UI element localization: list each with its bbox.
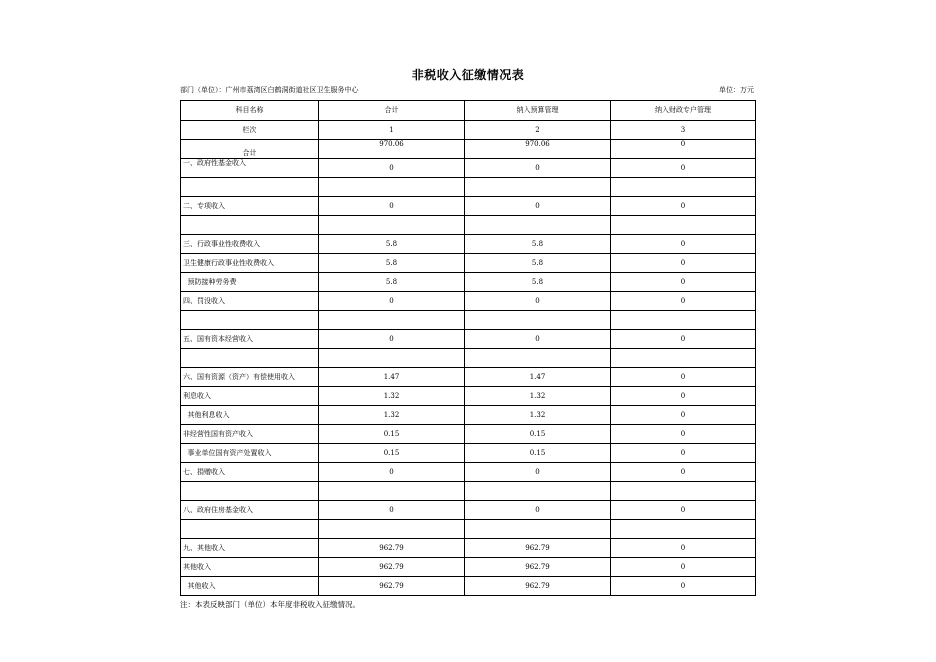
footnote: 注：本表反映部门（单位）本年度非税收入征缴情况。 — [180, 600, 360, 609]
cell-budget — [465, 520, 611, 539]
cell-total: 0 — [319, 292, 465, 311]
cell-special-account: 0 — [611, 577, 756, 596]
cell-total: 0.15 — [319, 444, 465, 463]
table-row — [181, 197, 756, 216]
table-row — [181, 387, 756, 406]
cell-total — [319, 216, 465, 235]
cell-subject-name: 六、国有资源（资产）有偿使用收入 — [181, 368, 319, 387]
cell-subject-name: 一、政府性基金收入 — [181, 159, 319, 178]
cell-total: 970.06 — [319, 140, 465, 159]
cell-special-account: 0 — [611, 254, 756, 273]
cell-special-account: 0 — [611, 273, 756, 292]
department-label: 部门（单位）：广州市荔湾区白鹤洞街道社区卫生服务中心 — [180, 86, 359, 94]
column-header-subject: 科目名称 — [181, 101, 319, 121]
cell-subject-name: 其他收入 — [181, 558, 319, 577]
cell-budget: 0 — [465, 330, 611, 349]
table-row — [181, 577, 756, 596]
cell-special-account: 0 — [611, 501, 756, 520]
cell-budget: 1.32 — [465, 387, 611, 406]
cell-subject-name: 其他收入 — [181, 577, 319, 596]
cell-subject-name: 事业单位国有资产处置收入 — [181, 444, 319, 463]
cell-subject-name: 卫生健康行政事业性收费收入 — [181, 254, 319, 273]
cell-subject-name: 四、罚没收入 — [181, 292, 319, 311]
cell-budget: 1.47 — [465, 368, 611, 387]
cell-budget: 970.06 — [465, 140, 611, 159]
cell-special-account: 0 — [611, 425, 756, 444]
cell-total: 1.32 — [319, 406, 465, 425]
table-row — [181, 368, 756, 387]
column-header-budget: 纳入预算管理 — [465, 101, 611, 121]
cell-budget: 0 — [465, 501, 611, 520]
table-row — [181, 425, 756, 444]
cell-subject-name: 栏次 — [181, 121, 319, 140]
cell-special-account: 0 — [611, 444, 756, 463]
cell-special-account — [611, 482, 756, 501]
cell-subject-name — [181, 520, 319, 539]
cell-special-account: 3 — [611, 121, 756, 140]
cell-budget: 0.15 — [465, 444, 611, 463]
cell-subject-name — [181, 482, 319, 501]
table-row — [181, 254, 756, 273]
cell-special-account: 0 — [611, 140, 756, 159]
cell-budget: 0.15 — [465, 425, 611, 444]
cell-special-account: 0 — [611, 368, 756, 387]
cell-total: 962.79 — [319, 539, 465, 558]
cell-subject-name — [181, 216, 319, 235]
table-row — [181, 311, 756, 330]
cell-total: 0 — [319, 330, 465, 349]
cell-total: 962.79 — [319, 558, 465, 577]
cell-special-account — [611, 178, 756, 197]
table-row — [181, 482, 756, 501]
cell-budget: 962.79 — [465, 558, 611, 577]
cell-total: 5.8 — [319, 273, 465, 292]
cell-special-account: 0 — [611, 539, 756, 558]
table-header-row — [181, 101, 756, 121]
table-row — [181, 463, 756, 482]
cell-budget: 5.8 — [465, 254, 611, 273]
cell-subject-name — [181, 311, 319, 330]
cell-subject-name: 八、政府住房基金收入 — [181, 501, 319, 520]
table-row — [181, 501, 756, 520]
cell-subject-name — [181, 178, 319, 197]
table-row — [181, 178, 756, 197]
table-row — [181, 520, 756, 539]
cell-special-account: 0 — [611, 406, 756, 425]
cell-subject-name: 非经营性国有资产收入 — [181, 425, 319, 444]
cell-special-account — [611, 349, 756, 368]
cell-total: 0 — [319, 463, 465, 482]
cell-special-account — [611, 311, 756, 330]
cell-subject-name: 预防接种劳务费 — [181, 273, 319, 292]
cell-total: 1.32 — [319, 387, 465, 406]
cell-special-account: 0 — [611, 558, 756, 577]
cell-budget: 5.8 — [465, 273, 611, 292]
cell-special-account: 0 — [611, 463, 756, 482]
cell-total: 962.79 — [319, 577, 465, 596]
cell-special-account: 0 — [611, 292, 756, 311]
cell-total: 1.47 — [319, 368, 465, 387]
cell-budget — [465, 311, 611, 330]
column-header-special-account: 纳入财政专户管理 — [611, 101, 756, 121]
cell-subject-name: 三、行政事业性收费收入 — [181, 235, 319, 254]
cell-special-account — [611, 216, 756, 235]
table-row — [181, 121, 756, 140]
cell-special-account: 0 — [611, 159, 756, 178]
cell-budget — [465, 482, 611, 501]
cell-subject-name: 二、专项收入 — [181, 197, 319, 216]
cell-total: 0 — [319, 159, 465, 178]
cell-subject-name: 利息收入 — [181, 387, 319, 406]
cell-subject-name: 五、国有资本经营收入 — [181, 330, 319, 349]
table-row — [181, 235, 756, 254]
cell-budget: 0 — [465, 197, 611, 216]
cell-subject-name — [181, 349, 319, 368]
table-row — [181, 558, 756, 577]
cell-budget — [465, 216, 611, 235]
cell-total: 5.8 — [319, 254, 465, 273]
table-row — [181, 444, 756, 463]
table-row — [181, 539, 756, 558]
cell-total — [319, 482, 465, 501]
table-row — [181, 159, 756, 178]
table-row — [181, 216, 756, 235]
cell-budget: 1.32 — [465, 406, 611, 425]
cell-budget — [465, 178, 611, 197]
cell-special-account: 0 — [611, 387, 756, 406]
cell-subject-name: 其他利息收入 — [181, 406, 319, 425]
cell-budget: 5.8 — [465, 235, 611, 254]
cell-budget: 0 — [465, 463, 611, 482]
table-row — [181, 140, 756, 159]
table-row — [181, 349, 756, 368]
cell-subject-name: 合计 — [181, 140, 319, 159]
cell-special-account: 0 — [611, 330, 756, 349]
cell-total — [319, 178, 465, 197]
cell-special-account: 0 — [611, 235, 756, 254]
cell-total: 0 — [319, 501, 465, 520]
cell-total: 5.8 — [319, 235, 465, 254]
cell-budget — [465, 349, 611, 368]
cell-budget: 2 — [465, 121, 611, 140]
table-row — [181, 273, 756, 292]
non-tax-revenue-table — [180, 100, 756, 596]
table-row — [181, 330, 756, 349]
unit-label: 单位：万元 — [719, 86, 754, 94]
table-row — [181, 292, 756, 311]
cell-total: 0.15 — [319, 425, 465, 444]
cell-budget: 962.79 — [465, 577, 611, 596]
cell-subject-name: 七、捐赠收入 — [181, 463, 319, 482]
page-title: 非税收入征缴情况表 — [411, 68, 525, 82]
cell-special-account — [611, 520, 756, 539]
cell-special-account: 0 — [611, 197, 756, 216]
cell-total — [319, 311, 465, 330]
cell-total: 1 — [319, 121, 465, 140]
table-row — [181, 406, 756, 425]
column-header-total: 合计 — [319, 101, 465, 121]
cell-total — [319, 349, 465, 368]
cell-total: 0 — [319, 197, 465, 216]
cell-budget: 0 — [465, 292, 611, 311]
cell-total — [319, 520, 465, 539]
cell-budget: 0 — [465, 159, 611, 178]
cell-subject-name: 九、其他收入 — [181, 539, 319, 558]
cell-budget: 962.79 — [465, 539, 611, 558]
